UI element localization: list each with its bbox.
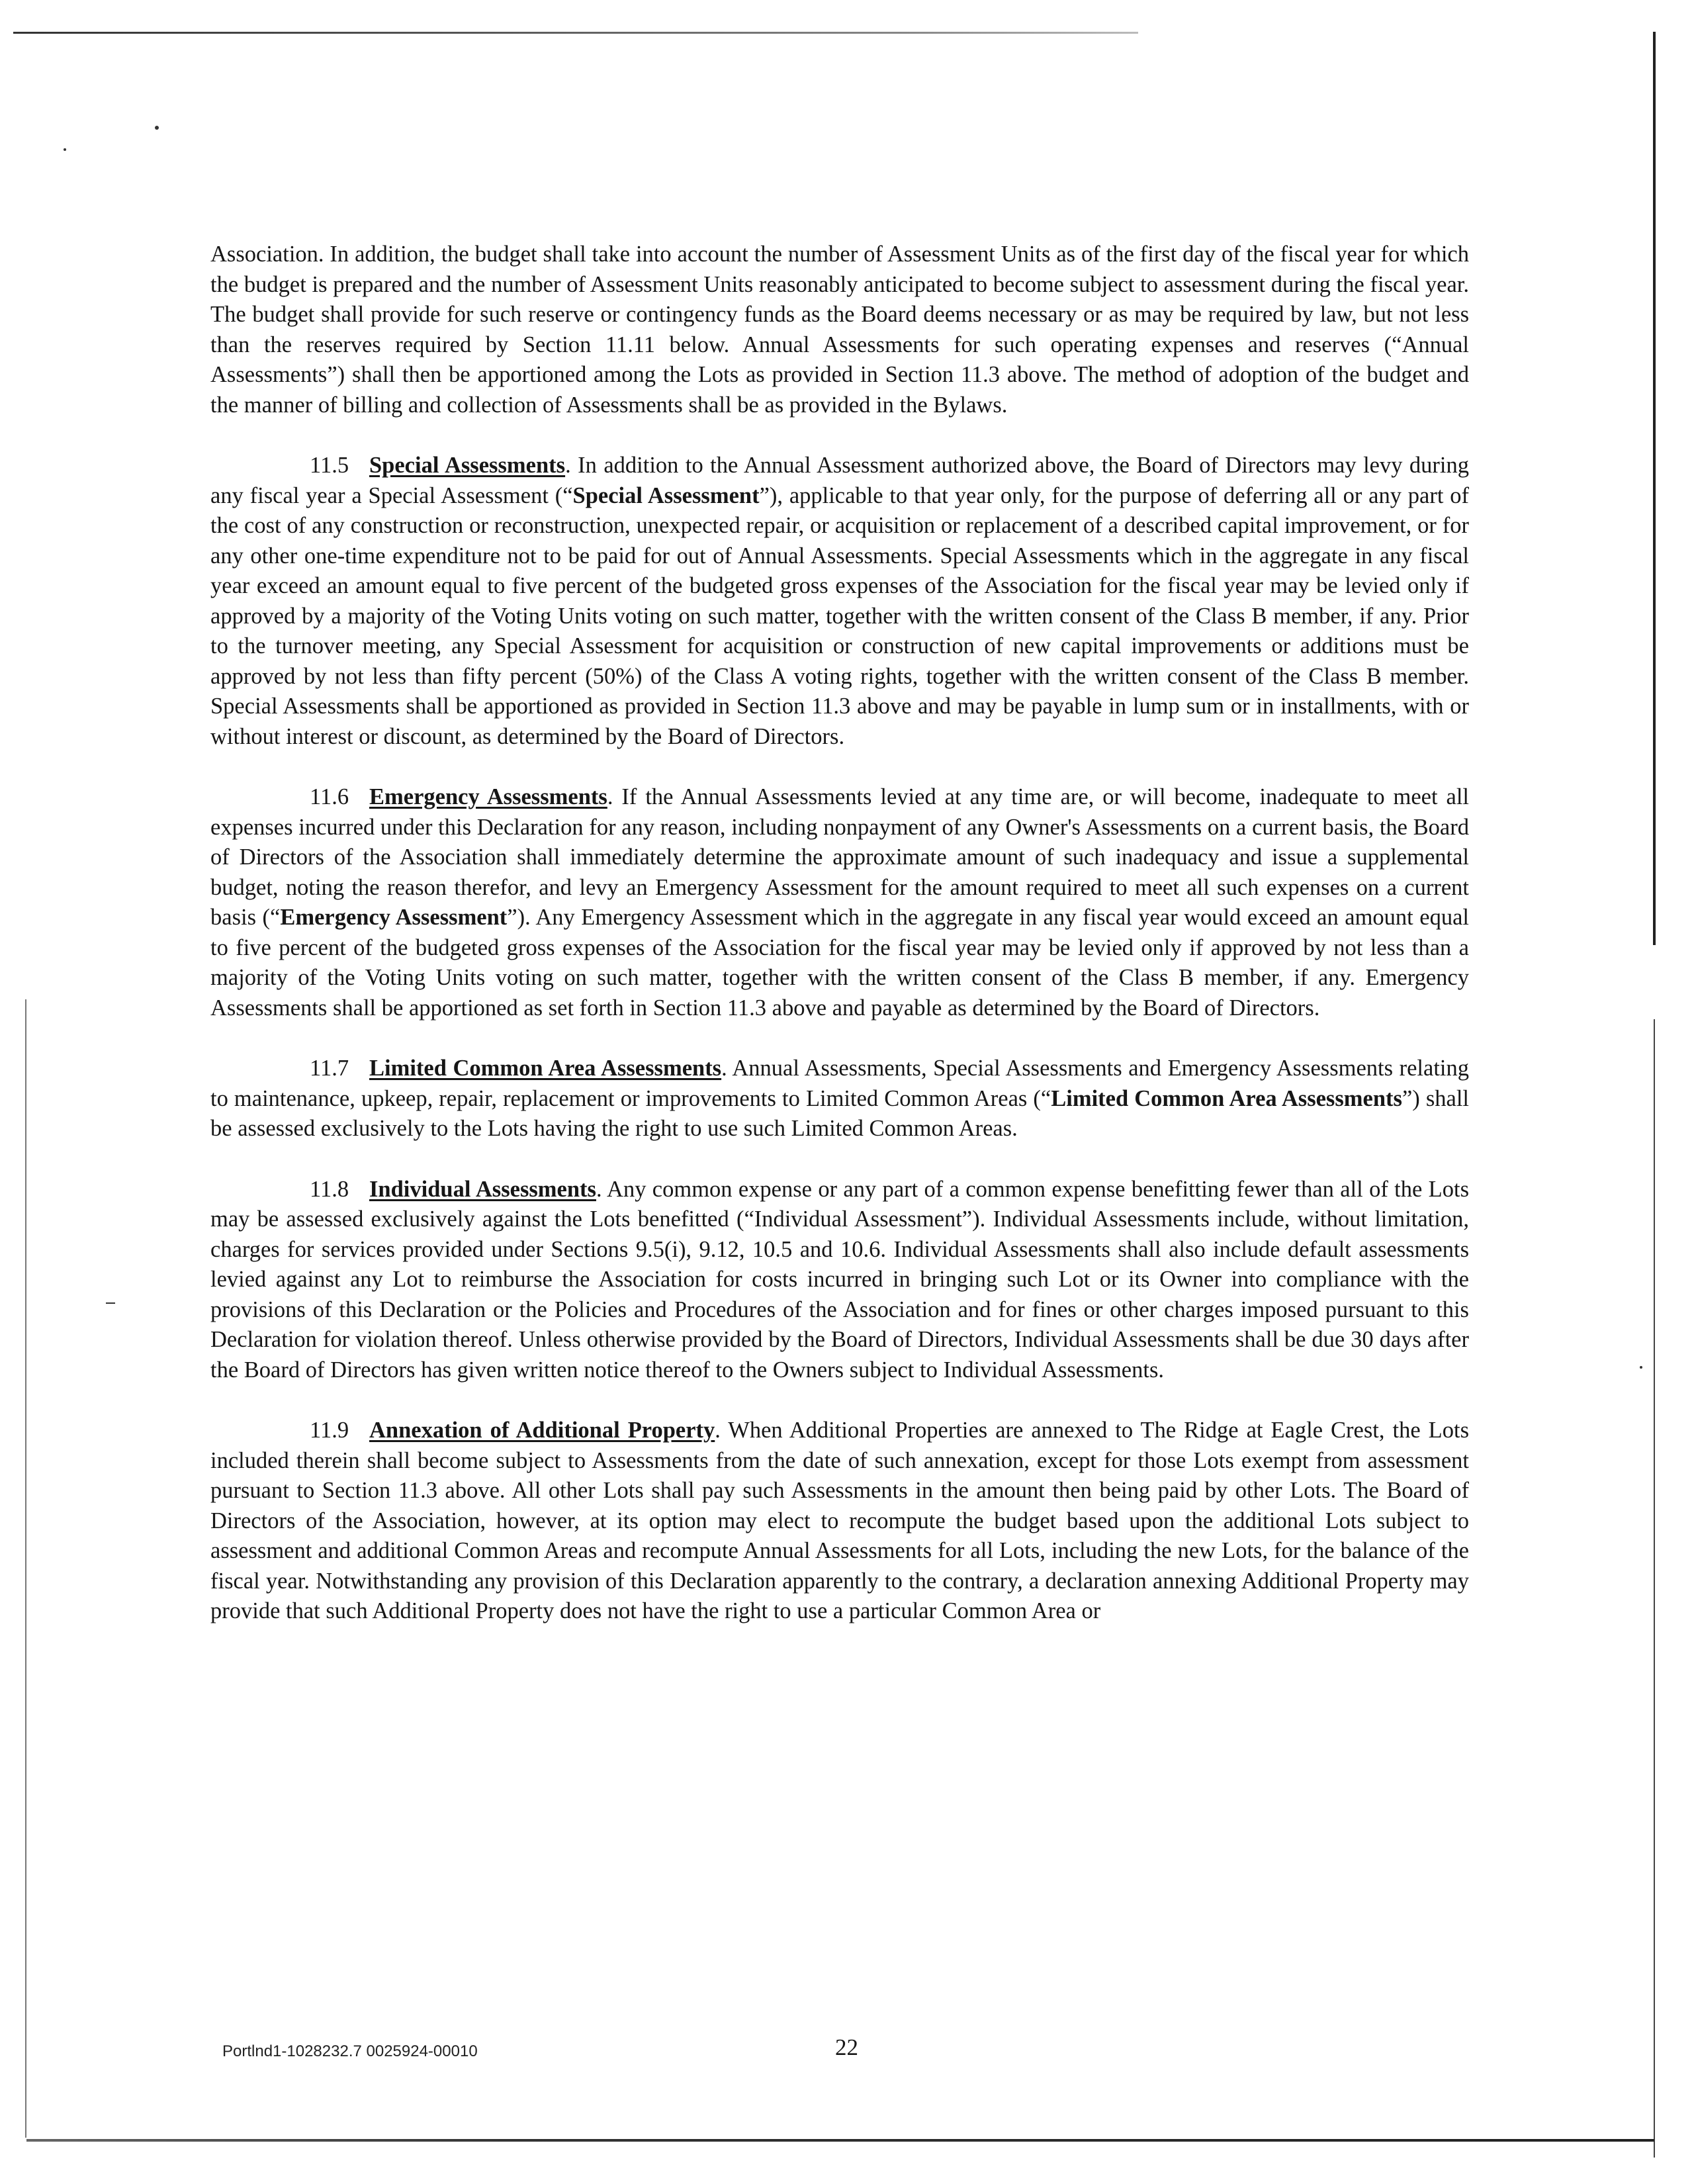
section-number: 11.7 (310, 1056, 349, 1081)
defined-term: Limited Common Area Assessments (1051, 1085, 1402, 1111)
section-number: 11.6 (310, 784, 349, 809)
section-heading: Individual Assessments (369, 1176, 596, 1202)
continuation-text: Association. In addition, the budget shall take into account the number of Assessment Units as of the first day of the fiscal year for which the budget is prepared and the number of Assessment Units reasonably anticipated to become subject to assessment during the fiscal year. The budget shall provide for such reserve or contingency funds as the Board deems necessary or as may be required by law, but not less than the reserves required by Section 11.11 below. Annual Assessments for such operating expenses and reserves (“Annual Assessments”) shall then be apportioned among the Lots as provided in Section 11.3 above. The method of adoption of the budget and the manner of billing and collection of Assessments shall be as provided in the Bylaws. (210, 242, 1469, 418)
continuation-paragraph (210, 240, 1469, 420)
section-text: ”), applicable to that year only, for the purpose of deferring all or any part of the cost of any construction or reconstruction, unexpected repair, or acquisition or replacement of a described capital improvement, or for any other one-time expenditure not to be paid for out of Annual Assessments. Special Assessments which in the aggregate in any fiscal year exceed an amount equal to five percent of the budgeted gross expenses of the Association for the fiscal year may be levied only if approved by a majority of the Voting Units voting on such matter, together with the written consent of the Class B member, if any. Prior to the turnover meeting, any Special Assessment for acquisition or construction of new capital improvements or additions must be approved by not less than fifty percent (50%) of the Class A voting rights, together with the written consent of the Class B member. Special Assessments shall be apportioned as provided in Section 11.3 above and may be payable in lump sum or in installments, with or without interest or discount, as determined by the Board of Directors. (210, 482, 1470, 749)
section-text: . In addition to the Annual Assessment authorized above, the Board of Directors may levy during any fiscal year a Special Assessment (“ (210, 453, 1469, 508)
scan-border-left (25, 999, 26, 2138)
section-number: 11.8 (310, 1176, 349, 1202)
defined-term: Emergency Assessment (280, 905, 508, 930)
scan-border-top (13, 32, 1138, 34)
section-number: 11.9 (310, 1418, 349, 1443)
section-text: ”) shall be assessed exclusively to the Lots having the right to use such Limited Common Areas. (210, 1085, 1469, 1141)
section-11-6 (210, 782, 1469, 1023)
section-text: . If the Annual Assessments levied at any time are, or will become, inadequate to meet all expenses incurred under this Declaration for any reason, including nonpayment of any Owner's Assessments on a current basis, the Board of Directors of the Association shall immediately determine the approximate amount of such inadequacy and issue a supplemental budget, noting the reason therefor, and levy an Emergency Assessment for the amount required to meet all such expenses on a current basis (“ (210, 784, 1469, 930)
section-number: 11.5 (310, 453, 349, 478)
section-heading: Special Assessments (369, 453, 566, 478)
document-body (210, 240, 1469, 1657)
section-text: . Annual Assessments, Special Assessments and Emergency Assessments relating to maintenance, upkeep, repair, replacement or improvements to Limited Common Areas (“ (210, 1056, 1469, 1111)
section-heading: Emergency Assessments (369, 784, 607, 809)
section-heading: Annexation of Additional Property (369, 1418, 715, 1443)
section-heading: Limited Common Area Assessments (369, 1056, 722, 1081)
scan-speck (64, 148, 66, 151)
scan-speck (106, 1302, 115, 1304)
page-number: 22 (835, 2034, 858, 2060)
section-text: ”). Any Emergency Assessment which in the aggregate in any fiscal year would exceed an amount equal to five percent of the budgeted gross expenses of the Association for the fiscal year may be levied only if approved by not less than a majority of the Voting Units voting on such matter, together with the written consent of the Class B member, if any. Emergency Assessments shall be apportioned as set forth in Section 11.3 above and payable as determined by the Board of Directors. (210, 905, 1469, 1021)
scan-speck (155, 126, 159, 130)
section-11-7 (210, 1054, 1469, 1144)
section-text: . Any common expense or any part of a common expense benefitting fewer than all of the Lots may be assessed exclusively against the Lots benefitted (“Individual Assessment”). Individual Assessments include, without limitation, charges for services provided under Sections 9.5(i), 9.12, 10.5 and 10.6. Individual Assessments shall also include default assessments levied against any Lot to reimburse the Association for costs incurred in bringing such Lot or its Owner into compliance with the provisions of this Declaration or the Policies and Procedures of the Association and for fines or other charges imposed pursuant to this Declaration for violation thereof. Unless otherwise provided by the Board of Directors, Individual Assessments shall be due 30 days after the Board of Directors has given written notice thereof to the Owners subject to Individual Assessments. (210, 1176, 1469, 1383)
scan-border-right (1653, 32, 1656, 945)
section-11-8 (210, 1175, 1469, 1386)
defined-term: Special Assessment (572, 482, 760, 508)
section-text: . When Additional Properties are annexed to The Ridge at Eagle Crest, the Lots included therein shall become subject to Assessments from the date of such annexation, except for those Lots exempt from assessment pursuant to Section 11.3 above. All other Lots shall pay such Assessments in the amount then being paid by other Lots. The Board of Directors of the Association, however, at its option may elect to recompute the budget based upon the additional Lots subject to assessment and additional Common Areas and recompute Annual Assessments for all Lots, including the new Lots, for the balance of the fiscal year. Notwithstanding any provision of this Declaration apparently to the contrary, a declaration annexing Additional Property may provide that such Additional Property does not have the right to use a particular Common Area or (210, 1418, 1469, 1623)
document-footer-id: Portlnd1-1028232.7 0025924-00010 (222, 2042, 478, 2060)
section-11-9 (210, 1416, 1469, 1627)
section-11-5 (210, 451, 1469, 752)
scan-speck (1640, 1366, 1642, 1369)
scan-border-bottom (26, 2139, 1654, 2142)
scan-border-right-lower (1654, 1019, 1655, 2158)
